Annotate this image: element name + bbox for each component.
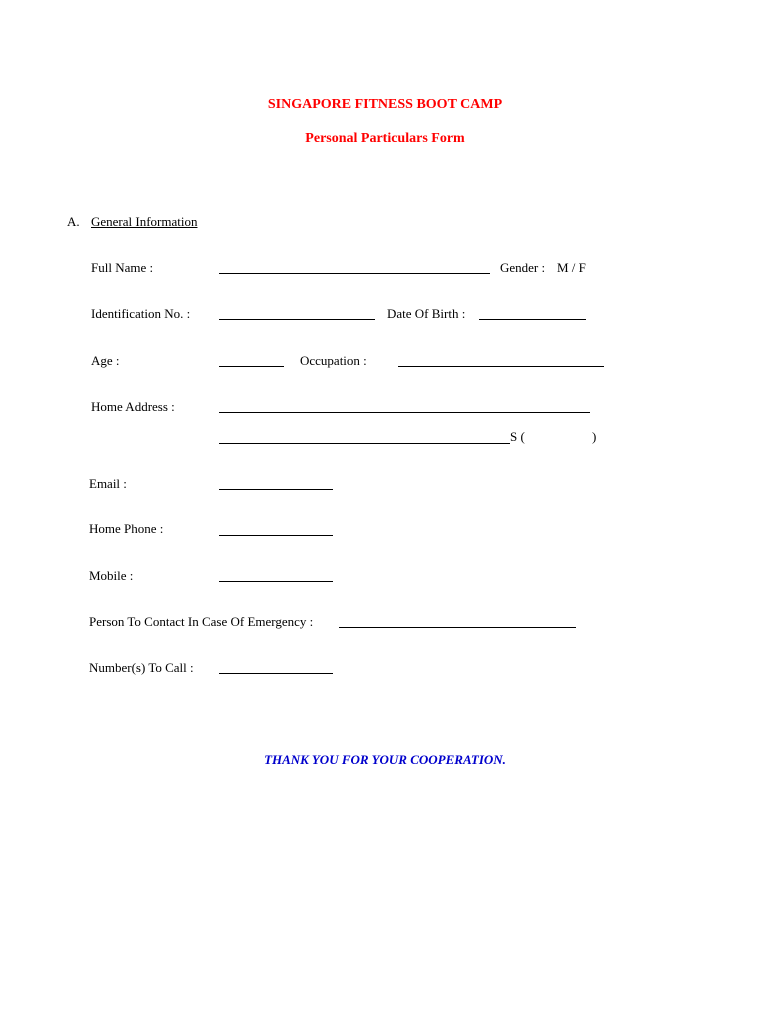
numbers-to-call-field[interactable] — [219, 658, 333, 674]
dob-label: Date Of Birth : — [387, 306, 466, 321]
mobile-field[interactable] — [219, 566, 333, 582]
emergency-contact-label: Person To Contact In Case Of Emergency : — [89, 614, 314, 629]
gender-options[interactable]: M / F — [557, 260, 586, 275]
occupation-label: Occupation : — [300, 353, 367, 368]
section-heading: General Information — [91, 214, 198, 229]
form-title: SINGAPORE FITNESS BOOT CAMP — [267, 97, 503, 112]
thank-you-note: THANK YOU FOR YOUR COOPERATION. — [264, 752, 506, 767]
age-field[interactable] — [219, 351, 284, 367]
mobile-label: Mobile : — [89, 568, 134, 583]
dob-field[interactable] — [479, 304, 586, 320]
emergency-contact-field[interactable] — [339, 612, 576, 628]
email-label: Email : — [89, 476, 127, 491]
home-address-field-1[interactable] — [219, 397, 590, 413]
postal-code-field[interactable] — [528, 428, 590, 444]
postal-code-suffix: ) — [592, 429, 597, 444]
home-address-label: Home Address : — [91, 399, 175, 414]
identification-field[interactable] — [219, 304, 375, 320]
full-name-label: Full Name : — [91, 260, 154, 275]
home-address-field-2[interactable] — [219, 428, 510, 444]
full-name-field[interactable] — [219, 258, 490, 274]
form-subtitle: Personal Particulars Form — [305, 131, 465, 146]
occupation-field[interactable] — [398, 351, 604, 367]
identification-label: Identification No. : — [91, 306, 191, 321]
email-field[interactable] — [219, 474, 333, 490]
age-label: Age : — [91, 353, 120, 368]
home-phone-field[interactable] — [219, 520, 333, 536]
postal-code-prefix: S ( — [510, 429, 525, 444]
section-letter: A. — [67, 214, 80, 229]
numbers-to-call-label: Number(s) To Call : — [89, 660, 194, 675]
gender-label: Gender : — [500, 260, 546, 275]
home-phone-label: Home Phone : — [89, 521, 164, 536]
